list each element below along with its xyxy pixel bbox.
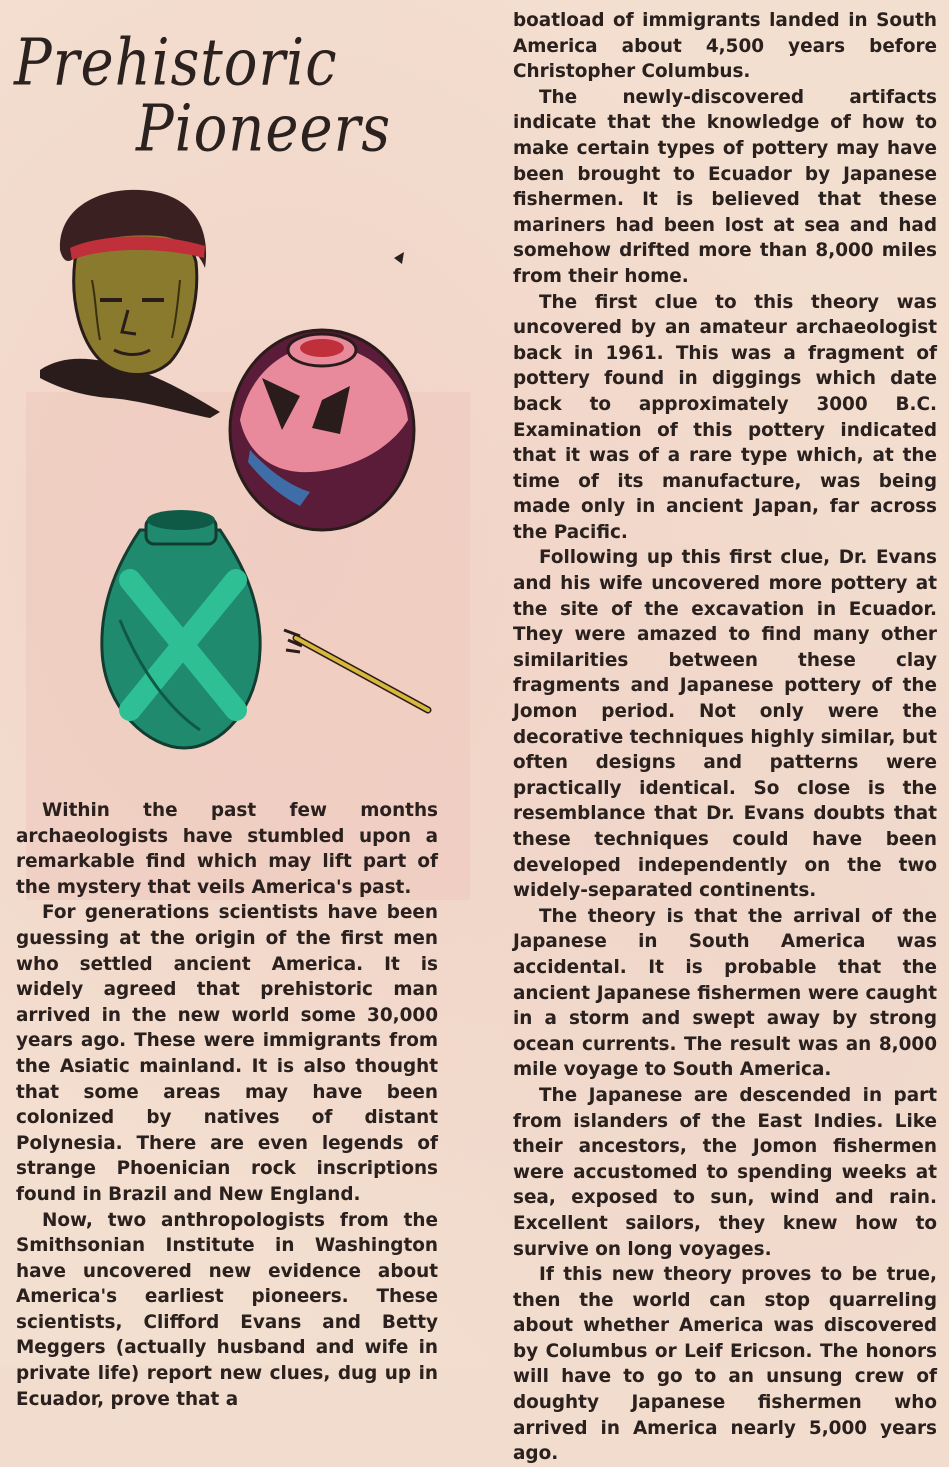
artifacts-illustration bbox=[0, 150, 480, 800]
paragraph: Within the past few months archaeologists have stumbled upon a remarkable find which may lift part of the mystery that veils America's past. bbox=[16, 800, 438, 898]
paragraph: Following up this first clue, Dr. Evans and his wife uncovered more pottery at the site of the excavation in Ecuador. They were amazed to find many other similarities between these clay fragments and Japanese pottery of the Jomon period. Not only were the decorative techniques highly similar, but often designs and patterns were practically identical. So close is the resemblance that Dr. Evans doubts that these techniques could have been developed independently on the two widely-separated continents. bbox=[513, 547, 937, 902]
fisherman-portrait bbox=[40, 190, 220, 418]
bone-tool bbox=[284, 630, 428, 710]
pink-pot bbox=[230, 330, 414, 530]
title-line-2: Pioneers bbox=[136, 92, 392, 167]
article-title bbox=[14, 12, 392, 167]
paragraph: boatload of immigrants landed in South America about 4,500 years before Christopher Columbus. bbox=[513, 10, 937, 83]
paragraph: The first clue to this theory was uncovered by an amateur archaeologist back in 1961. This was a fragment of pottery found in diggings which date back to approximately 3000 B.C. Examination of this pottery indicated that it was of a rare type which, at the time of its manufacture, was being made only in ancient Japan, far across the Pacific. bbox=[513, 291, 937, 543]
paragraph: The Japanese are descended in part from islanders of the East Indies. Like their ancestors, the Jomon fishermen were accustomed to spending weeks at sea, exposed to sun, wind and rain. Excellent sailors, they knew how to survive on long voyages. bbox=[513, 1084, 937, 1260]
paragraph: Now, two anthropologists from the Smithsonian Institute in Washington have uncovered new evidence about America's earliest pioneers. These scientists, Clifford Evans and Betty Meggers (actually husband and wife in private life) report new clues, dug up in Ecuador, prove that a bbox=[16, 1209, 438, 1410]
paragraph: For generations scientists have been guessing at the origin of the first men who settled ancient America. It is widely agreed that prehistoric man arrived in the new world some 30,000 years ago. These were immigrants from the Asiatic mainland. It is also thought that some areas may have been colonized by natives of distant Polynesia. There are even legends of strange Phoenician rock inscriptions found in Brazil and New England. bbox=[16, 902, 438, 1205]
title-line-1: Prehistoric bbox=[14, 26, 338, 101]
paragraph: The newly-discovered artifacts indicate that the knowledge of how to make certain types of pottery may have been brought to Ecuador by Japanese fishermen. It is believed that these mariners had been lost at sea and had somehow drifted more than 8,000 miles from their home. bbox=[513, 86, 937, 287]
green-pot bbox=[102, 510, 260, 748]
arrow-marker bbox=[394, 252, 404, 264]
paragraph: The theory is that the arrival of the Japanese in South America was accidental. It is probable that the ancient Japanese fishermen were caught in a storm and swept away by strong ocean currents. The result was an 8,000 mile voyage to South America. bbox=[513, 905, 937, 1081]
paragraph: If this new theory proves to be true, then the world can stop quarreling about whether America was discovered by Columbus or Leif Ericson. The honors will have to go to an unsung crew of doughty Japanese fishermen who arrived in America nearly 5,000 years ago. bbox=[513, 1264, 937, 1465]
left-text-column bbox=[16, 798, 438, 1412]
right-text-column bbox=[513, 8, 937, 1467]
